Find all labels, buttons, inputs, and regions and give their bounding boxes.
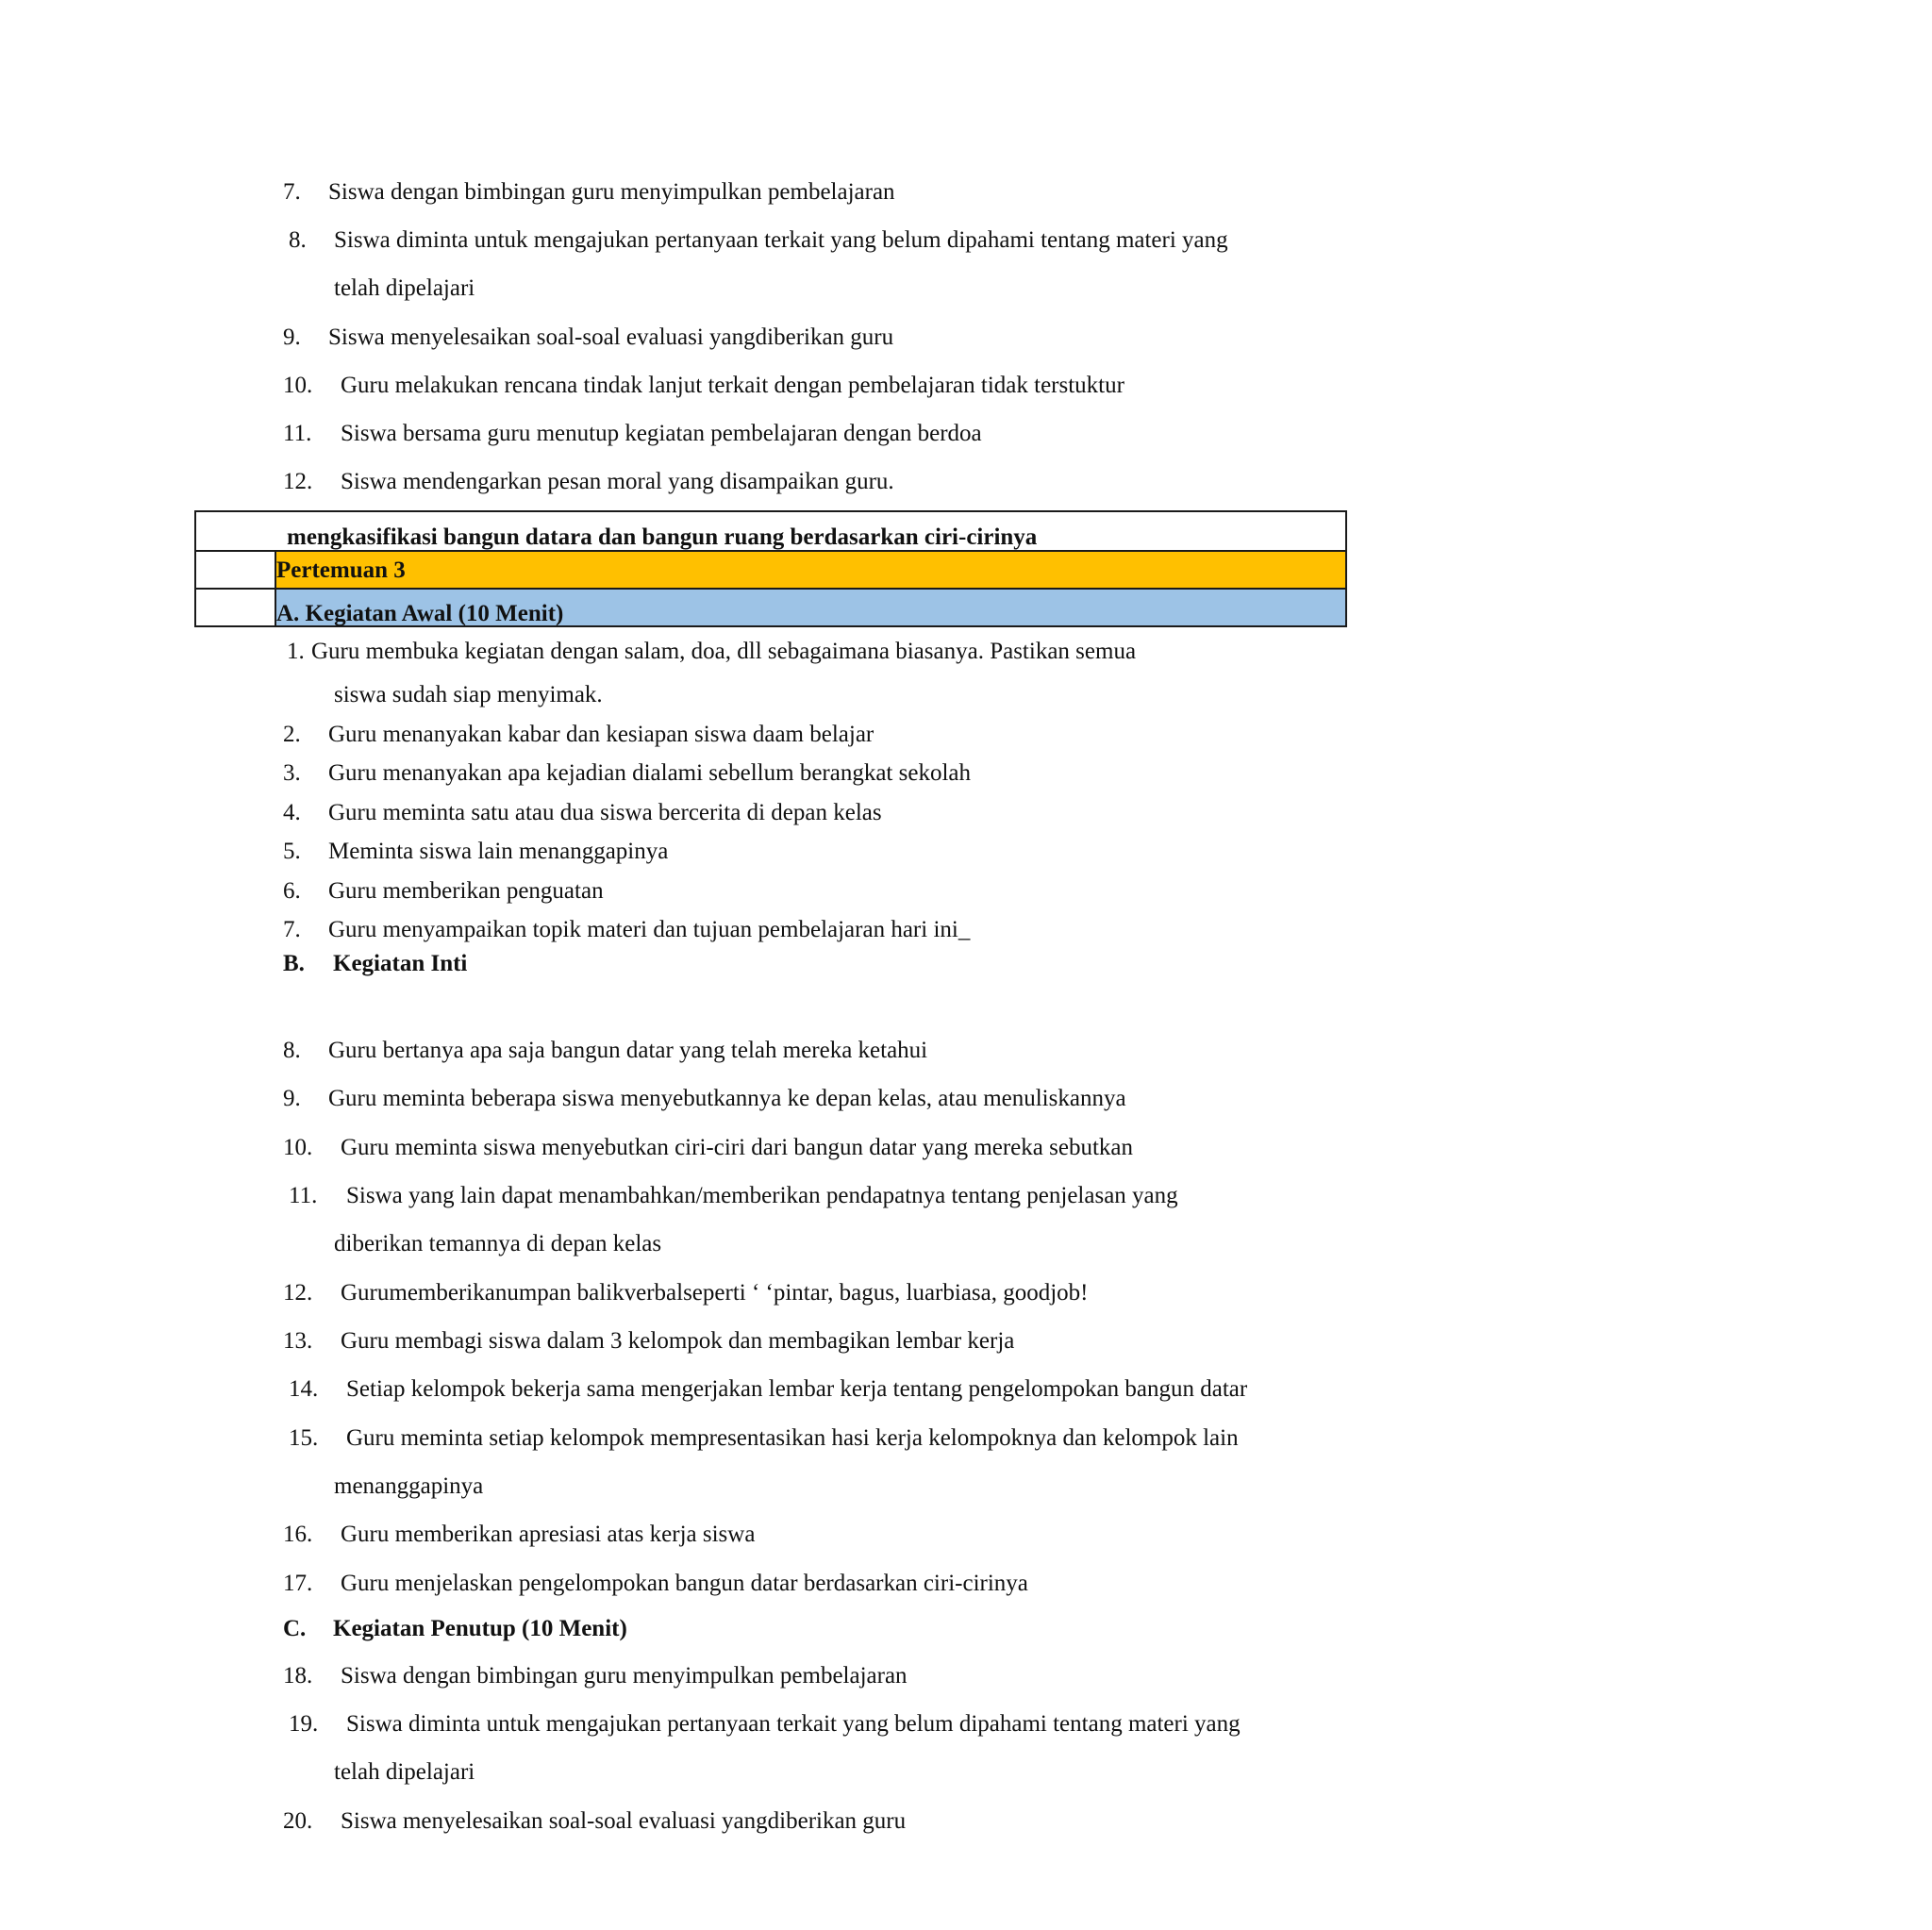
heading-text: Kegiatan Penutup (10 Menit)	[333, 1616, 627, 1641]
item-text: Meminta siswa lain menanggapinya	[328, 839, 669, 864]
item-number: 18.	[283, 1663, 313, 1689]
item-number: 10.	[283, 1135, 313, 1160]
item-text: Siswa menyelesaikan soal-soal evaluasi yangdiberikan guru	[341, 1808, 907, 1834]
item-number: 17.	[283, 1571, 313, 1596]
item-text: Guru meminta setiap kelompok mempresentasikan hasi kerja kelompoknya dan kelompok lain	[346, 1425, 1239, 1451]
heading-text: Kegiatan Inti	[333, 951, 468, 976]
item-number: 13.	[283, 1328, 313, 1354]
item-number: 9.	[283, 324, 301, 350]
item-number: 7.	[283, 917, 301, 942]
item-text: Siswa menyelesaikan soal-soal evaluasi yangdiberikan guru	[328, 324, 894, 350]
item-text: Gurumemberikanumpan balikverbalseperti ‘ ‘pintar, bagus, luarbiasa, goodjob!	[341, 1280, 1089, 1306]
item-text: telah dipelajari	[334, 275, 475, 301]
meeting-cell	[276, 552, 1345, 588]
item-number: 10.	[283, 373, 313, 398]
item-text: Guru menanyakan apa kejadian dialami sebellum berangkat sekolah	[328, 760, 971, 786]
item-number: 7.	[283, 179, 301, 205]
item-number: 9.	[283, 1086, 301, 1111]
item-text: Guru memberikan penguatan	[328, 878, 604, 904]
item-text: Siswa diminta untuk mengajukan pertanyaan terkait yang belum dipahami tentang materi yang	[334, 227, 1228, 253]
item-number: 3.	[283, 760, 301, 786]
table-cell-blank	[196, 552, 276, 588]
item-text: telah dipelajari	[334, 1759, 475, 1785]
item-number: 8.	[289, 227, 307, 253]
item-number: 5.	[283, 839, 301, 864]
item-number: 2.	[283, 722, 301, 747]
table-row-section	[194, 588, 1347, 627]
table-row-meeting	[194, 550, 1347, 590]
item-number: 12.	[283, 469, 313, 494]
table-cell-blank	[196, 590, 276, 625]
item-number: 16.	[283, 1522, 313, 1547]
heading-letter: C.	[283, 1616, 307, 1641]
item-text: Guru bertanya apa saja bangun datar yang telah mereka ketahui	[328, 1038, 928, 1063]
item-text: Siswa dengan bimbingan guru menyimpulkan pembelajaran	[328, 179, 895, 205]
item-text: Guru membuka kegiatan dengan salam, doa, dll sebagaimana biasanya. Pastikan semua	[311, 639, 1137, 664]
item-text: Guru menyampaikan topik materi dan tujuan pembelajaran hari ini_	[328, 917, 971, 942]
item-text: Siswa diminta untuk mengajukan pertanyaan terkait yang belum dipahami tentang materi yang	[346, 1711, 1241, 1737]
item-text: Guru menjelaskan pengelompokan bangun datar berdasarkan ciri-cirinya	[341, 1571, 1028, 1596]
item-text: Guru meminta siswa menyebutkan ciri-ciri dari bangun datar yang mereka sebutkan	[341, 1135, 1133, 1160]
section-cell	[276, 590, 1345, 625]
topic-title: mengkasifikasi bangun datara dan bangun ruang berdasarkan ciri-cirinya	[287, 524, 1038, 550]
item-text: Guru melakukan rencana tindak lanjut terkait dengan pembelajaran tidak terstuktur	[341, 373, 1124, 398]
item-number: 12.	[283, 1280, 313, 1306]
item-number: 19.	[289, 1711, 319, 1737]
item-text: Siswa bersama guru menutup kegiatan pembelajaran dengan berdoa	[341, 421, 982, 446]
item-text: Siswa mendengarkan pesan moral yang disampaikan guru.	[341, 469, 894, 494]
table-row-topic	[194, 510, 1347, 552]
item-number: 11.	[283, 421, 312, 446]
item-text: menanggapinya	[334, 1473, 484, 1499]
item-text: Guru memberikan apresiasi atas kerja siswa	[341, 1522, 756, 1547]
item-text: Siswa yang lain dapat menambahkan/memberikan pendapatnya tentang penjelasan yang	[346, 1183, 1178, 1208]
item-text: Setiap kelompok bekerja sama mengerjakan lembar kerja tentang pengelompokan bangun datar	[346, 1376, 1248, 1402]
item-text: siswa sudah siap menyimak.	[334, 682, 603, 707]
item-text: Guru meminta satu atau dua siswa bercerita di depan kelas	[328, 800, 882, 825]
heading-letter: B.	[283, 951, 305, 976]
item-text: diberikan temannya di depan kelas	[334, 1231, 662, 1256]
item-text: Guru menanyakan kabar dan kesiapan siswa daam belajar	[328, 722, 874, 747]
item-text: Guru meminta beberapa siswa menyebutkannya ke depan kelas, atau menuliskannya	[328, 1086, 1126, 1111]
item-number: 11.	[289, 1183, 318, 1208]
item-number: 15.	[289, 1425, 319, 1451]
item-number: 1.	[287, 639, 305, 664]
item-number: 14.	[289, 1376, 319, 1402]
item-number: 20.	[283, 1808, 313, 1834]
item-number: 8.	[283, 1038, 301, 1063]
item-text: Siswa dengan bimbingan guru menyimpulkan pembelajaran	[341, 1663, 908, 1689]
item-number: 4.	[283, 800, 301, 825]
item-text: Guru membagi siswa dalam 3 kelompok dan membagikan lembar kerja	[341, 1328, 1015, 1354]
meeting-title: Pertemuan 3	[276, 557, 406, 583]
item-number: 6.	[283, 878, 301, 904]
section-heading-awal: A. Kegiatan Awal (10 Menit)	[276, 601, 564, 626]
